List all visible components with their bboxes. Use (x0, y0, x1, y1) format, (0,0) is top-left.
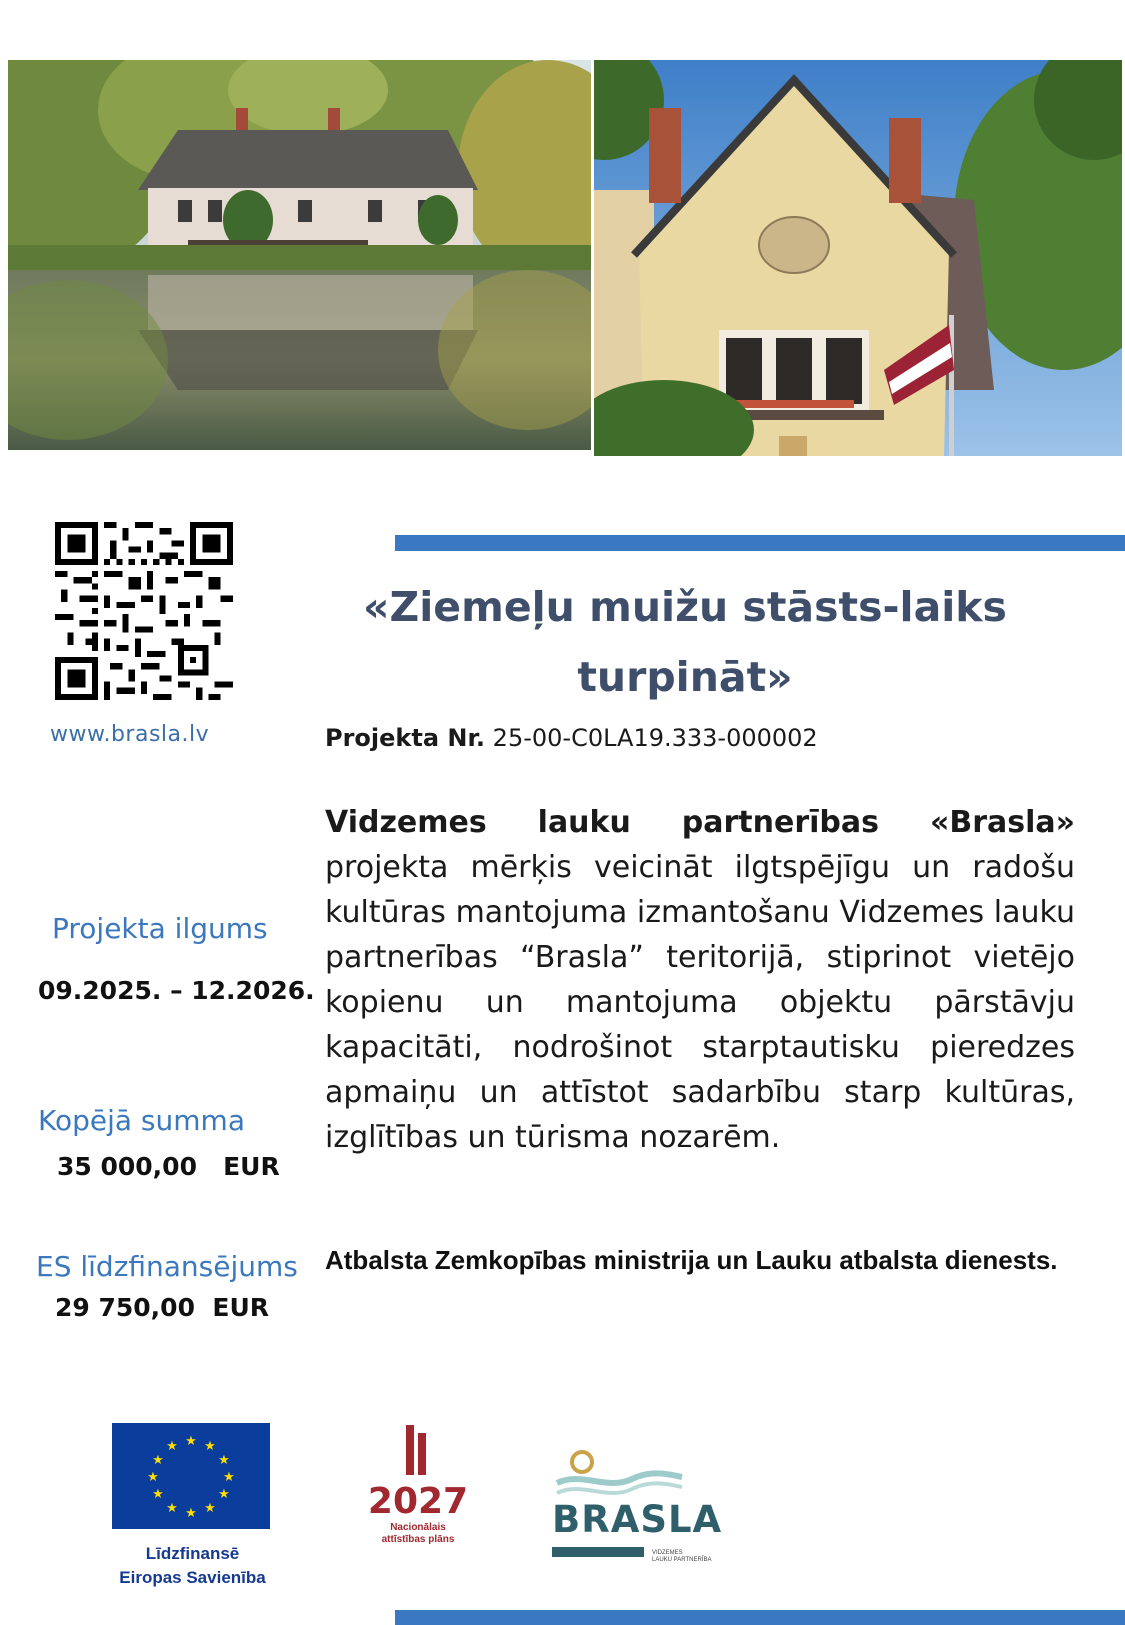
nap-caption (358, 1522, 478, 1546)
svg-text:★: ★ (147, 1470, 159, 1485)
eu-cofinancing-label: ES līdzfinansējums (36, 1250, 298, 1283)
website-link[interactable]: www.brasla.lv (50, 722, 210, 747)
eu-caption (100, 1542, 285, 1590)
photo-manor-pond (8, 60, 591, 450)
svg-text:★: ★ (204, 1439, 216, 1454)
eu-caption-line2: Eiropas Savienība (119, 1568, 266, 1587)
project-number-value: 25-00-C0LA19.333-000002 (492, 724, 818, 752)
description-text: projekta mērķis veicināt ilgtspējīgu un radošu kultūras mantojuma izmantošanu Vidzemes lauku partnerības “Brasla” teritorijā, stiprinot vietējo kopienu un mantojuma objektu pārstāvju kapacitāti, nodrošinot starptautisku pieredzes apmaiņu un attīstot sadarbību starp kultūras, izglītības un tūrisma nozarēm. (325, 850, 1075, 1155)
brasla-tagline-line2: LAUKU PARTNERĪBA (652, 1557, 712, 1563)
brasla-tagline-line1: VIDZEMES (652, 1550, 683, 1556)
duration-label: Projekta ilgums (52, 912, 268, 945)
qr-code[interactable] (55, 522, 233, 700)
accent-bar-top (395, 535, 1125, 551)
brasla-tagline (652, 1550, 711, 1564)
project-number-label: Projekta Nr. (325, 724, 486, 752)
eu-caption-line1: Līdzfinansē (145, 1544, 240, 1563)
svg-text:★: ★ (152, 1487, 164, 1502)
page-title: «Ziemeļu muižu stāsts-laiks turpināt» (363, 583, 1007, 701)
nap-caption-line1: Nacionālais (390, 1522, 446, 1533)
eu-flag-logo (112, 1423, 270, 1529)
svg-text:★: ★ (218, 1487, 230, 1502)
svg-text:★: ★ (204, 1501, 216, 1516)
nap-caption-line2: attīstības plāns (381, 1534, 455, 1545)
nap-year: 2027 (368, 1481, 468, 1522)
accent-bar-bottom (395, 1610, 1125, 1625)
svg-text:★: ★ (152, 1453, 164, 1468)
brasla-wordmark: BRASLA (552, 1498, 723, 1541)
project-description (325, 800, 1075, 1160)
svg-text:★: ★ (166, 1501, 178, 1516)
eu-cofinancing-value: 29 750,00 EUR (55, 1293, 270, 1322)
project-number (325, 724, 818, 752)
total-amount-value: 35 000,00 EUR (57, 1152, 280, 1181)
duration-value: 09.2025. – 12.2026. (38, 976, 315, 1005)
svg-text:★: ★ (223, 1470, 235, 1485)
description-bold: Vidzemes lauku partnerības «Brasla» (325, 805, 1075, 840)
support-statement: Atbalsta Zemkopības ministrija un Lauku atbalsta dienests. (325, 1245, 1058, 1275)
total-amount-label: Kopējā summa (38, 1104, 245, 1137)
svg-text:★: ★ (185, 1434, 197, 1449)
svg-text:★: ★ (185, 1506, 197, 1521)
svg-text:★: ★ (166, 1439, 178, 1454)
svg-text:★: ★ (218, 1453, 230, 1468)
photo-manor-facade (594, 60, 1122, 456)
